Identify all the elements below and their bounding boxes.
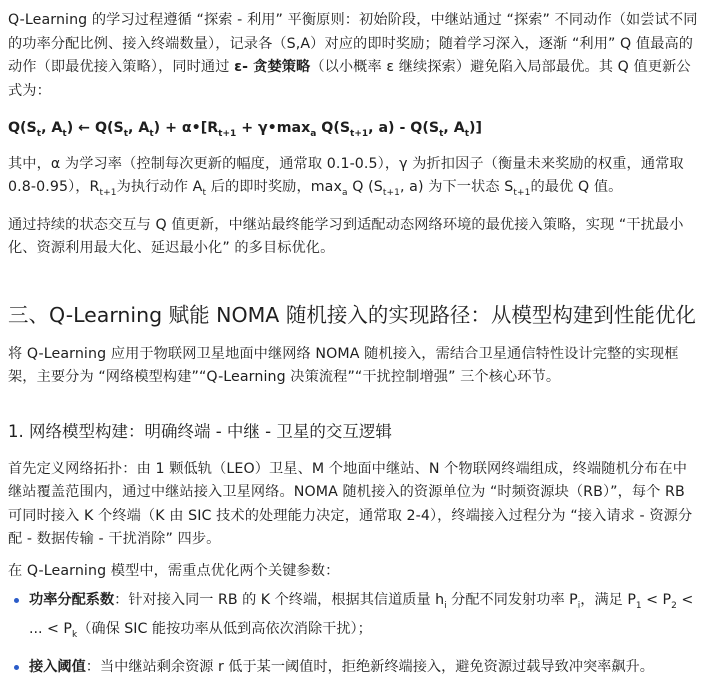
formula-part: + γ•max (236, 120, 311, 136)
list-item-text: 分配不同发射功率 P (446, 592, 578, 609)
list-item-label: 接入阈值 (29, 658, 86, 675)
list-item-power-allocation (8, 589, 700, 648)
paragraph-text: , a) 为下一状态 S (399, 179, 514, 196)
list-item-text: （确保 SIC 能按功率从低到高依次消除干扰）； (77, 621, 372, 638)
subscript: 2 (671, 600, 677, 611)
formula-subscript: t (36, 128, 42, 139)
formula-part: Q(S (316, 120, 351, 136)
paragraph-text: 的最优 Q 值。 (530, 179, 623, 196)
formula-subscript: t (149, 128, 154, 139)
paragraph-text: Q-Learning 的学习过程遵循 “探索 - 利用” 平衡原则：初始阶段，中继站通过 “探索” 不同动作（如尝试不同的功率分配比例、接入终端数量），记录各（S,A）对应的即时奖励；随着学习深入，逐渐 “利用” Q 值最高的动作（即最优接入策略），同时通过 (8, 12, 698, 75)
paragraph-framework: 将 Q-Learning 应用于物联网卫星地面中继网络 NOMA 随机接入，需结合卫星通信特性设计完整的实现框架，主要分为 “网络模型构建”“Q-Learning 决策流程”“干扰控制增强” 三个核心环节。 (8, 345, 679, 386)
paragraph-parameters (8, 153, 700, 206)
paragraph-text: Q (S (347, 179, 383, 196)
formula-part: , A (41, 120, 63, 136)
subscript: i (577, 600, 581, 611)
paragraph-text: 后的即时奖励，max (206, 179, 342, 196)
paragraph-exploration (8, 0, 700, 103)
paragraph-summary: 通过持续的状态交互与 Q 值更新，中继站最终能学习到适配动态网络环境的最优接入策略，实现 “干扰最小化、资源利用最大化、延迟最小化” 的多目标优化。 (8, 216, 684, 257)
subscript: t+1 (513, 188, 531, 199)
formula-subscript: a (310, 128, 317, 139)
formula-subscript: t (464, 128, 470, 139)
paragraph-text: （以小概率 ε 继续探索）避免陷入局部最优。其 Q 值更新公式为： (8, 59, 691, 99)
formula-subscript: t (439, 128, 444, 139)
formula-part: )] (469, 120, 482, 136)
formula-part: ) ← Q(S (66, 120, 124, 136)
q-update-formula (8, 117, 700, 145)
formula-subscript: t (62, 128, 67, 139)
subscript: i (444, 600, 447, 611)
list-item-text: < P (641, 592, 672, 609)
subsection-heading: 1. 网络模型构建：明确终端 - 中继 - 卫星的交互逻辑 (8, 421, 392, 441)
formula-part: ) + α•[R (153, 120, 219, 136)
paragraph-text: 其中，α 为学习率（控制每次更新的幅度，通常取 0.1-0.5），γ 为折扣因子（衡量未来奖励的权重，通常取 0.8-0.95），R (8, 155, 684, 196)
paragraph-topology: 首先定义网络拓扑：由 1 颗低轨（LEO）卫星、M 个地面中继站、N 个物联网终端组成，终端随机分布在中继站覆盖范围内，通过中继站接入卫星网络。NOMA 随机接入的资源单位为 “时频资源块（RB）”，每个 RB 可同时接入 K 个终端（K 由 SIC 技术的处理能力决定，通常取 2-4），终端接入过程分为 “接入请求 - 资源分配 - 数据传输 - 干扰消除” 四步。 (8, 460, 693, 548)
formula-part: , A (443, 120, 465, 136)
subscript: k (72, 630, 78, 641)
list-item-label: 功率分配系数 (29, 592, 115, 609)
formula-subscript: t+1 (350, 128, 369, 139)
subscript: t (202, 188, 207, 199)
subscript: a (341, 188, 348, 199)
subscript: 1 (635, 600, 642, 611)
bullet-icon (14, 665, 19, 670)
param-list (8, 589, 700, 679)
formula-subscript: t (123, 128, 129, 139)
bold-term-epsilon-greedy: ε- 贪婪策略 (234, 59, 311, 75)
list-item-access-threshold (8, 656, 700, 680)
paragraph-text: 为执行动作 A (116, 179, 203, 196)
paragraph-key-params: 在 Q-Learning 模型中，需重点优化两个关键参数： (8, 562, 340, 579)
formula-part: , a) - Q(S (368, 120, 440, 136)
list-item-text: < ... < P (29, 592, 694, 638)
formula-part: , A (128, 120, 150, 136)
formula-part: Q(S (8, 120, 37, 136)
list-item-text: ：当中继站剩余资源 r 低于某一阈值时，拒绝新终端接入，避免资源过载导致冲突率飙升。 (85, 658, 654, 675)
list-item-text: ：针对接入同一 RB 的 K 个终端，根据其信道质量 h (114, 592, 445, 609)
subscript: t+1 (382, 188, 400, 199)
subscript: t+1 (99, 188, 117, 199)
bullet-icon (14, 598, 19, 603)
section-heading: 三、Q-Learning 赋能 NOMA 随机接入的实现路径：从模型构建到性能优化 (8, 302, 696, 327)
list-item-text: ，满足 P (580, 592, 636, 609)
formula-subscript: t+1 (218, 128, 237, 139)
